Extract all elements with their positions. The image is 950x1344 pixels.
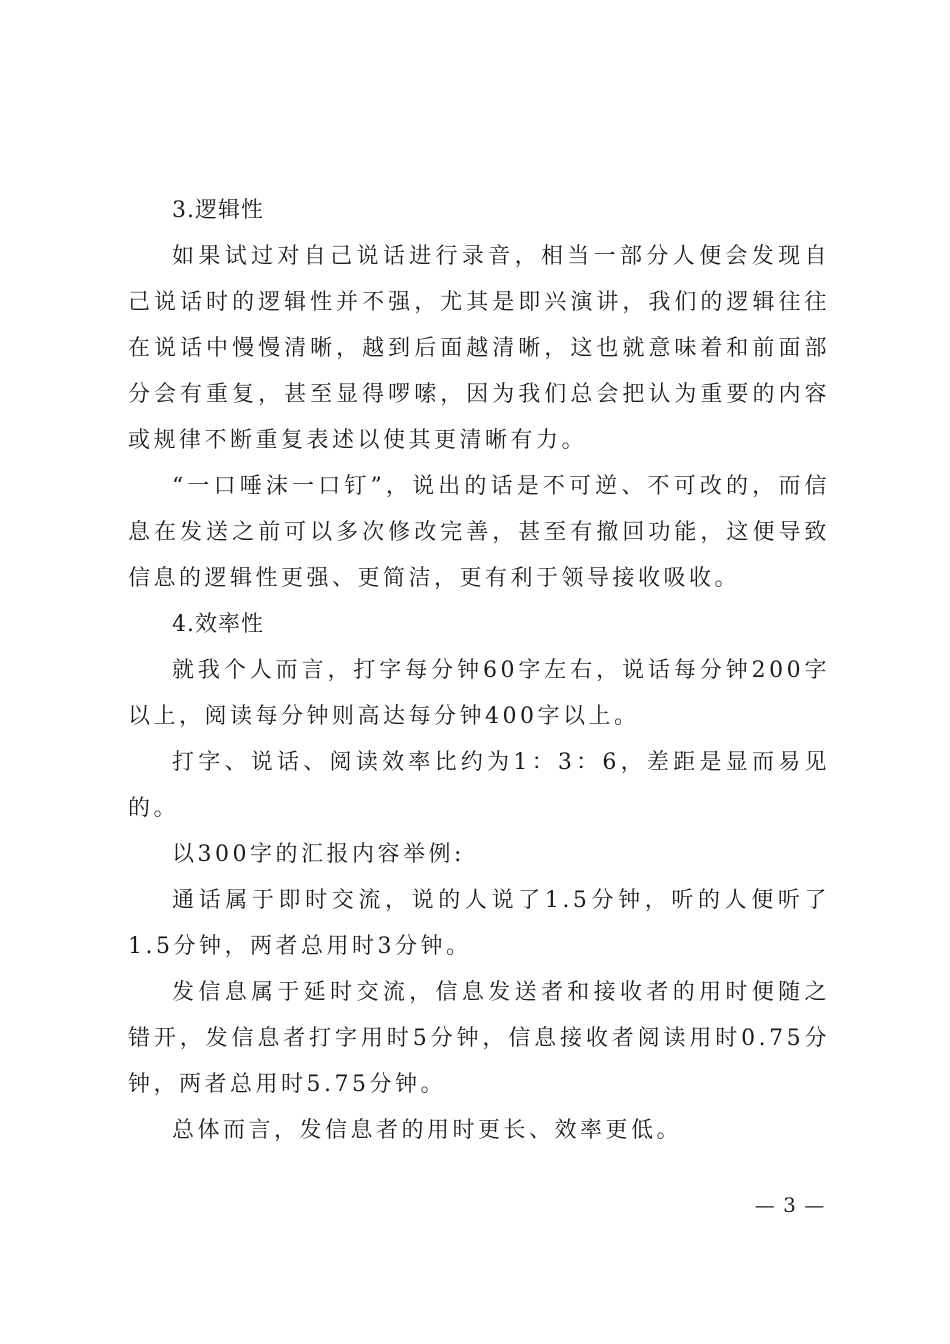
paragraph: 通话属于即时交流，说的人说了1.5分钟，听的人便听了1.5分钟，两者总用时3分钟。 <box>128 888 830 959</box>
document-body <box>128 188 830 1154</box>
paragraph: 如果试过对自己说话进行录音，相当一部分人便会发现自己说话时的逻辑性并不强，尤其是即兴演讲，我们的逻辑往往在说话中慢慢清晰，越到后面越清晰，这也就意味着和前面部分会有重复，甚至显得啰嗦，因为我们总会把认为重要的内容或规律不断重复表述以使其更清晰有力。 <box>128 244 830 453</box>
paragraph: 总体而言，发信息者的用时更长、效率更低。 <box>172 1118 683 1143</box>
paragraph: 以300字的汇报内容举例: <box>172 842 465 867</box>
paragraph: 打字、说话、阅读效率比约为1：3：6，差距是显而易见的。 <box>128 750 830 821</box>
paragraph: 发信息属于延时交流，信息发送者和接收者的用时便随之错开，发信息者打字用时5分钟，信息接收者阅读用时0.75分钟，两者总用时5.75分钟。 <box>128 980 830 1097</box>
page-number: — 3 — <box>754 1193 826 1217</box>
section-heading-efficiency: 4.效率性 <box>172 612 264 637</box>
section-heading-logic: 3.逻辑性 <box>172 198 264 223</box>
paragraph: “一口唾沫一口钉”，说出的话是不可逆、不可改的，而信息在发送之前可以多次修改完善，甚至有撤回功能，这便导致信息的逻辑性更强、更简洁，更有利于领导接收吸收。 <box>128 474 830 591</box>
paragraph: 就我个人而言，打字每分钟60字左右，说话每分钟200字以上，阅读每分钟则高达每分钟400字以上。 <box>128 658 830 729</box>
